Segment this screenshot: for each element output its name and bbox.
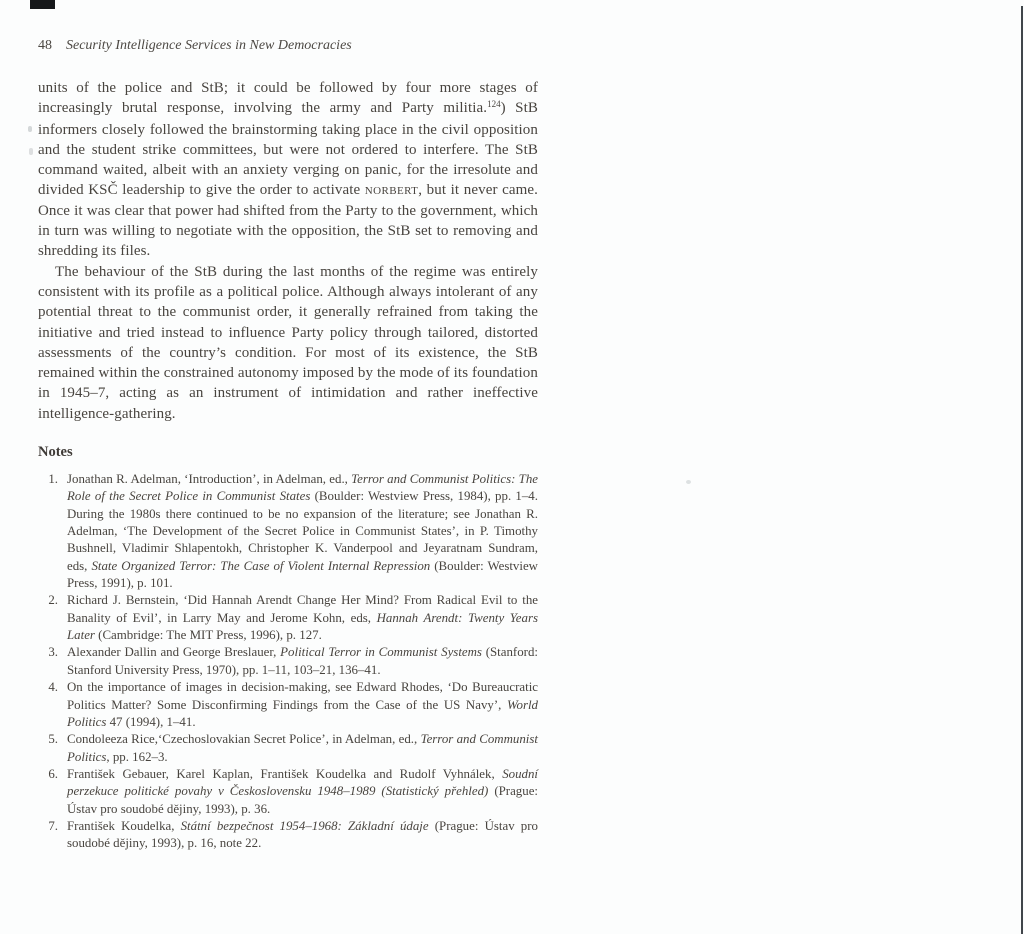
note-item — [38, 471, 538, 592]
notes-list — [38, 471, 538, 853]
body-paragraph: The behaviour of the StB during the last months of the regime was entirely consistent with its profile as a political police. Although always intolerant of any potential threat to the communist order, it generally refrained from taking the initiative and tried instead to influence Party policy through tailored, distorted assessments of the country’s condition. For most of its existence, the StB remained within the constrained autonomy imposed by the mode of its foundation in 1945–7, acting as an instrument of intimidation and rather ineffective intelligence-gathering. — [38, 263, 538, 422]
note-item — [38, 592, 538, 644]
note-text: Jonathan R. Adelman, ‘Introduction’, in Adelman, ed., Terror and Communist Politics: The Role of the Secret Police in Communist States (Boulder: Westview Press, 1984), pp. 1–4. During the 1980s there continued to be no expansion of the literature; see Jonathan R. Adelman, ‘The Development of the Secret Police in Communist States’, in P. Timothy Bushnell, Vladimir Shlapentokh, Christopher K. Vanderpool and Jeyaratnam Sundram, eds, State Organized Terror: The Case of Violent Internal Repression (Boulder: Westview Press, 1991), p. 101. — [67, 472, 538, 591]
note-number: 6. — [48, 766, 58, 781]
running-title: Security Intelligence Services in New Democracies — [66, 38, 352, 53]
scan-speck — [29, 148, 33, 155]
note-number: 2. — [48, 593, 58, 608]
note-text: Richard J. Bernstein, ‘Did Hannah Arendt Change Her Mind? From Radical Evil to the Banality of Evil’, in Larry May and Jerome Kohn, eds, Hannah Arendt: Twenty Years Later (Cambridge: The MIT Press, 1996), p. 127. — [67, 593, 538, 643]
note-item — [38, 766, 538, 818]
note-number: 7. — [48, 818, 58, 833]
note-text: On the importance of images in decision-making, see Edward Rhodes, ‘Do Bureaucratic Politics Matter? Some Disconfirming Findings from the Case of the US Navy’, World Politics 47 (1994), 1–41. — [67, 680, 538, 729]
note-item — [38, 731, 538, 766]
note-text: Condoleeza Rice,‘Czechoslovakian Secret Police’, in Adelman, ed., Terror and Communist Politics, pp. 162–3. — [67, 732, 538, 764]
note-item — [38, 818, 538, 853]
body-paragraph: units of the police and StB; it could be followed by four more stages of increasingly brutal response, involving the army and Party militia.$^{124}$) StB informers closely followed the brainstorming taking place in the civil opposition and the student strike committees, but were not ordered to interfere. The StB command waited, albeit with an anxiety verging on panic, for the irresolute and divided KSČ leadership to give the order to activate norbert, but it never came. Once it was clear that power had shifted from the Party to the government, which in turn was willing to negotiate with the opposition, the StB set to removing and shredding its files. — [38, 80, 538, 260]
note-text: Alexander Dallin and George Breslauer, Political Terror in Communist Systems (Stanford: Stanford University Press, 1970), pp. 1–11, 103–21, 136–41. — [67, 645, 538, 677]
notes-heading: Notes — [38, 444, 73, 461]
note-number: 1. — [48, 472, 58, 487]
note-text: František Gebauer, Karel Kaplan, František Koudelka and Rudolf Vyhnálek, Soudní perzekuce politické povahy v Československu 1948–1989 (Statistický přehled) (Prague: Ústav pro soudobé dějiny, 1993), p. 36. — [67, 766, 538, 816]
scan-speck — [686, 480, 691, 484]
note-text: František Koudelka, Státní bezpečnost 1954–1968: Základní údaje (Prague: Ústav pro soudobé dějiny, 1993), p. 16, note 22. — [67, 818, 538, 851]
page-content — [38, 36, 538, 853]
scan-edge-line — [1021, 6, 1023, 934]
note-item — [38, 644, 538, 679]
scan-corner-mark — [30, 0, 55, 9]
note-number: 4. — [48, 680, 58, 695]
note-number: 5. — [48, 732, 58, 747]
note-item — [38, 679, 538, 731]
page-header — [38, 36, 538, 56]
note-number: 3. — [48, 645, 58, 660]
page-number: 48 — [38, 38, 52, 53]
scan-speck — [28, 126, 32, 132]
